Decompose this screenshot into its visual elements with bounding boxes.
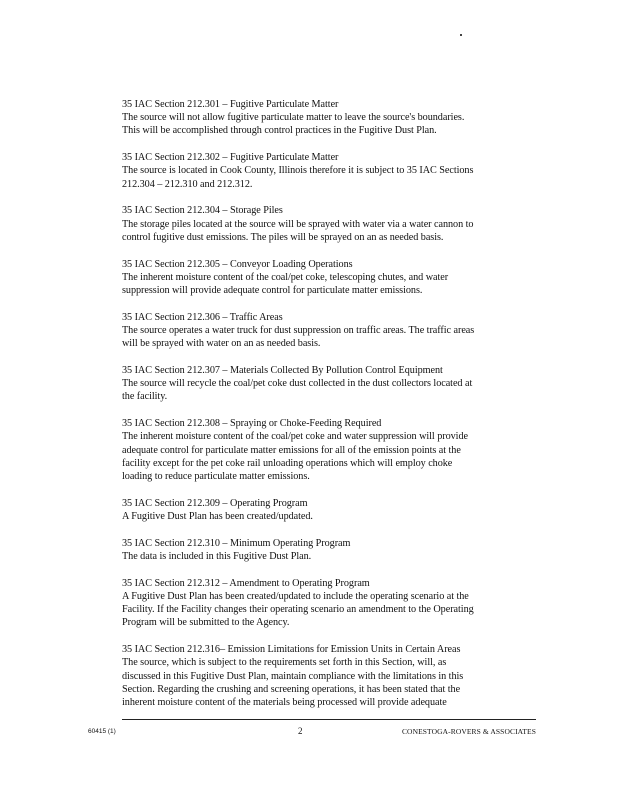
section-text-line: This will be accomplished through control practices in the Fugitive Dust Plan.: [122, 125, 437, 137]
section-text-line: A Fugitive Dust Plan has been created/updated to include the operating scenario at the: [122, 591, 469, 603]
section-212-306: [122, 311, 536, 351]
section-text-line: The source will recycle the coal/pet coke dust collected in the dust collectors located at: [122, 378, 473, 390]
section-text-line: The source will not allow fugitive particulate matter to leave the source's boundaries.: [122, 112, 465, 124]
section-text-line: Program will be submitted to the Agency.: [122, 617, 290, 629]
section-text-line: control fugitive dust emissions. The piles will be sprayed on an as needed basis.: [122, 231, 444, 243]
section-212-304: [122, 204, 536, 244]
section-text-line: The data is included in this Fugitive Dust Plan.: [122, 551, 312, 563]
section-212-301: [122, 98, 536, 138]
section-heading: 35 IAC Section 212.304 – Storage Piles: [122, 205, 283, 217]
section-212-302: [122, 151, 536, 191]
section-heading: 35 IAC Section 212.302 – Fugitive Particulate Matter: [122, 152, 339, 164]
section-text-line: will be sprayed with water on an as needed basis.: [122, 338, 321, 350]
section-heading: 35 IAC Section 212.301 – Fugitive Particulate Matter: [122, 99, 339, 110]
section-text-line: Facility. If the Facility changes their operating scenario an amendment to the Operating: [122, 604, 474, 616]
section-text-line: facility except for the pet coke rail unloading operations which will employ choke: [122, 457, 453, 469]
footer-divider: [122, 719, 536, 720]
section-text-line: the facility.: [122, 391, 168, 403]
page-number: 2: [298, 726, 303, 736]
section-heading: 35 IAC Section 212.307 – Materials Collected By Pollution Control Equipment: [122, 365, 443, 377]
section-212-310: [122, 537, 536, 563]
section-text-line: The inherent moisture content of the coal/pet coke, telescoping chutes, and water: [122, 271, 449, 283]
section-text-line: A Fugitive Dust Plan has been created/updated.: [122, 511, 313, 523]
document-code: 60415 (1): [88, 728, 116, 735]
scan-speck: [460, 34, 462, 36]
section-text-line: The source is located in Cook County, Illinois therefore it is subject to 35 IAC Sections: [122, 165, 474, 177]
section-heading: 35 IAC Section 212.308 – Spraying or Choke-Feeding Required: [122, 418, 382, 430]
section-212-305: [122, 258, 536, 298]
section-212-309: [122, 497, 536, 523]
section-heading: 35 IAC Section 212.305 – Conveyor Loading Operations: [122, 258, 353, 270]
section-212-316: [122, 643, 536, 709]
document-body: [122, 98, 536, 723]
section-heading: 35 IAC Section 212.316– Emission Limitations for Emission Units in Certain Areas: [122, 644, 461, 656]
section-text-line: The source, which is subject to the requirements set forth in this Section, will, as: [122, 657, 447, 669]
section-212-307: [122, 364, 536, 404]
section-text-line: 212.304 – 212.310 and 212.312.: [122, 178, 253, 190]
section-heading: 35 IAC Section 212.310 – Minimum Operating Program: [122, 537, 351, 549]
section-text-line: suppression will provide adequate control for particulate matter emissions.: [122, 285, 423, 297]
section-text-line: adequate control for particulate matter emissions for all of the emission points at the: [122, 444, 461, 456]
section-text-line: The source operates a water truck for dust suppression on traffic areas. The traffic areas: [122, 325, 475, 337]
section-heading: 35 IAC Section 212.309 – Operating Program: [122, 497, 308, 509]
section-heading: 35 IAC Section 212.306 – Traffic Areas: [122, 311, 283, 323]
section-text-line: Section. Regarding the crushing and screening operations, it has been stated that the: [122, 683, 461, 695]
section-text-line: The inherent moisture content of the coal/pet coke and water suppression will provide: [122, 431, 468, 443]
section-text-line: inherent moisture content of the materials being processed will provide adequate: [122, 697, 447, 709]
section-text-line: discussed in this Fugitive Dust Plan, maintain compliance with the limitations in this: [122, 670, 464, 682]
page-footer: [88, 725, 536, 739]
section-text-line: The storage piles located at the source will be sprayed with water via a water cannon to: [122, 218, 474, 230]
section-212-312: [122, 577, 536, 630]
section-212-308: [122, 417, 536, 483]
section-heading: 35 IAC Section 212.312 – Amendment to Operating Program: [122, 577, 370, 589]
section-text-line: loading to reduce particulate matter emissions.: [122, 471, 310, 483]
firm-name: CONESTOGA-ROVERS & ASSOCIATES: [401, 727, 536, 736]
